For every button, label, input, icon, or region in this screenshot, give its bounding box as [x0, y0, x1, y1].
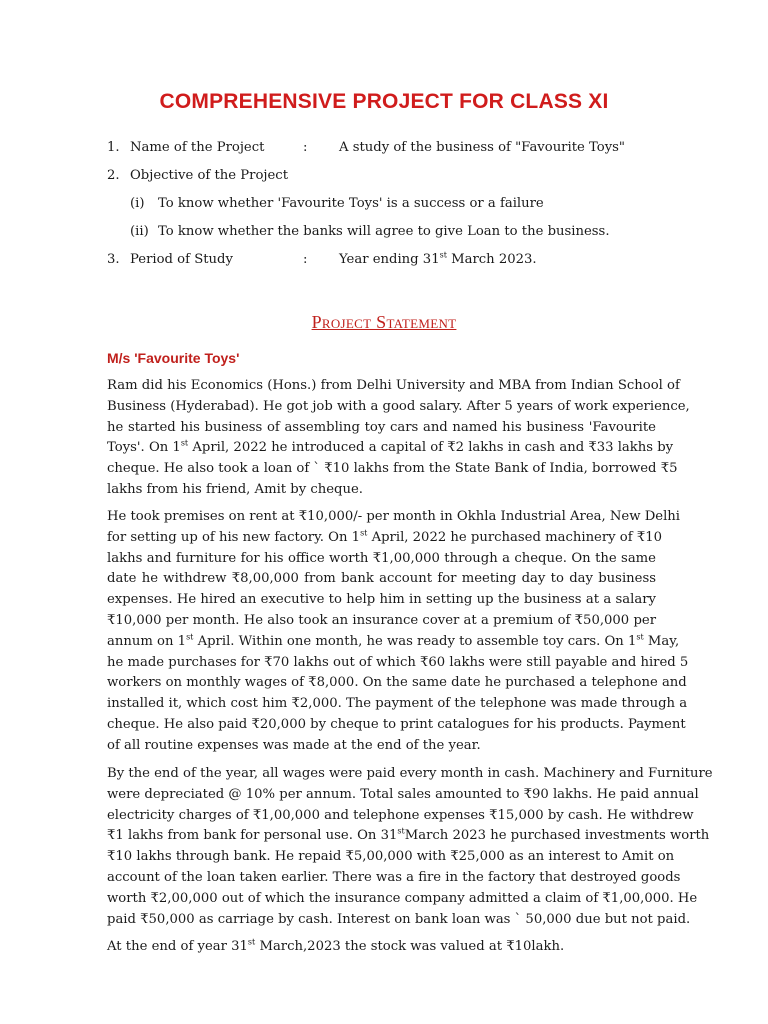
paragraph-line: he made purchases for ₹70 lakhs out of which ₹60 lakhs were still payable and hired 5	[107, 654, 689, 670]
paragraph-line: electricity charges of ₹1,00,000 and telephone expenses ₹15,000 by cash. He withdrew	[107, 807, 694, 823]
paragraph-line: annum on 1st April. Within one month, he was ready to assemble toy cars. On 1st May,	[107, 632, 680, 649]
paragraph-line: expenses. He hired an executive to help him in setting up the business at a salary	[107, 592, 656, 608]
paragraph-line: were depreciated @ 10% per annum. Total sales amounted to ₹90 lakhs. He paid annual	[107, 786, 699, 802]
paragraph-3	[107, 764, 713, 930]
paragraph-line: At the end of year 31st March,2023 the stock was valued at ₹10lakh.	[107, 937, 565, 954]
objective-number: (i)	[130, 196, 145, 211]
paragraph-line: He took premises on rent at ₹10,000/- per month in Okhla Industrial Area, New Delhi	[107, 509, 680, 524]
detail-number: 3.	[107, 252, 120, 267]
paragraph-line: cheque. He also took a loan of ` ₹10 lakhs from the State Bank of India, borrowed ₹5	[107, 461, 678, 477]
detail-label: Objective of the Project	[130, 168, 288, 183]
paragraph-line: installed it, which cost him ₹2,000. The payment of the telephone was made through a	[107, 696, 688, 712]
paragraph-line: ₹10 lakhs through bank. He repaid ₹5,00,000 with ₹25,000 as an interest to Amit on	[107, 849, 675, 865]
paragraph-line: paid ₹50,000 as carriage by cash. Interest on bank loan was ` 50,000 due but not paid.	[107, 911, 691, 927]
detail-label: Period of Study	[130, 252, 233, 267]
paragraph-line: he started his business of assembling toy cars and named his business 'Favourite	[107, 419, 656, 435]
paragraph-line: cheque. He also paid ₹20,000 by cheque to print catalogues for his products. Payment	[107, 716, 686, 732]
paragraph-line: lakhs from his friend, Amit by cheque.	[107, 481, 363, 497]
objective-text: To know whether 'Favourite Toys' is a success or a failure	[158, 196, 544, 211]
paragraph-line: for setting up of his new factory. On 1st April, 2022 he purchased machinery of ₹10	[107, 528, 662, 545]
paragraph-4	[107, 937, 656, 958]
detail-value: Year ending 31st March 2023.	[339, 250, 537, 267]
detail-colon: :	[303, 140, 308, 155]
objective-text: To know whether the banks will agree to give Loan to the business.	[158, 224, 610, 239]
paragraph-line: workers on monthly wages of ₹8,000. On the same date he purchased a telephone and	[107, 675, 687, 691]
objective-number: (ii)	[130, 224, 149, 239]
paragraph-1	[107, 376, 690, 501]
paragraph-line: of all routine expenses was made at the end of the year.	[107, 737, 481, 753]
paragraph-line: Toys'. On 1st April, 2022 he introduced a capital of ₹2 lakhs in cash and ₹33 lakhs by	[107, 439, 674, 456]
paragraph-line: worth ₹2,00,000 out of which the insurance company admitted a claim of ₹1,00,000. He	[107, 890, 698, 906]
detail-number: 2.	[107, 168, 120, 183]
detail-number: 1.	[107, 140, 120, 155]
detail-label: Name of the Project	[130, 140, 265, 155]
paragraph-line: date he withdrew ₹8,00,000 from bank account for meeting day to day business	[107, 571, 656, 587]
paragraph-line: lakhs and furniture for his office worth ₹1,00,000 through a cheque. On the same	[107, 550, 656, 566]
section-heading: Project Statement	[311, 312, 457, 332]
paragraph-line: ₹10,000 per month. He also took an insurance cover at a premium of ₹50,000 per	[107, 612, 656, 628]
paragraph-line: Ram did his Economics (Hons.) from Delhi University and MBA from Indian School of	[107, 378, 680, 393]
page-title: COMPREHENSIVE PROJECT FOR CLASS XI	[159, 90, 609, 113]
paragraph-line: account of the loan taken earlier. There was a fire in the factory that destroyed goods	[107, 869, 681, 885]
firm-name: M/s 'Favourite Toys'	[107, 350, 240, 366]
paragraph-line: ₹1 lakhs from bank for personal use. On 31stMarch 2023 he purchased investments worth	[107, 827, 710, 844]
detail-colon: :	[303, 252, 308, 267]
detail-value: A study of the business of "Favourite Toys"	[339, 140, 625, 155]
paragraph-line: Business (Hyderabad). He got job with a good salary. After 5 years of work experience,	[107, 398, 690, 414]
paragraph-line: By the end of the year, all wages were paid every month in cash. Machinery and Furniture	[107, 766, 713, 781]
paragraph-2	[107, 507, 689, 757]
